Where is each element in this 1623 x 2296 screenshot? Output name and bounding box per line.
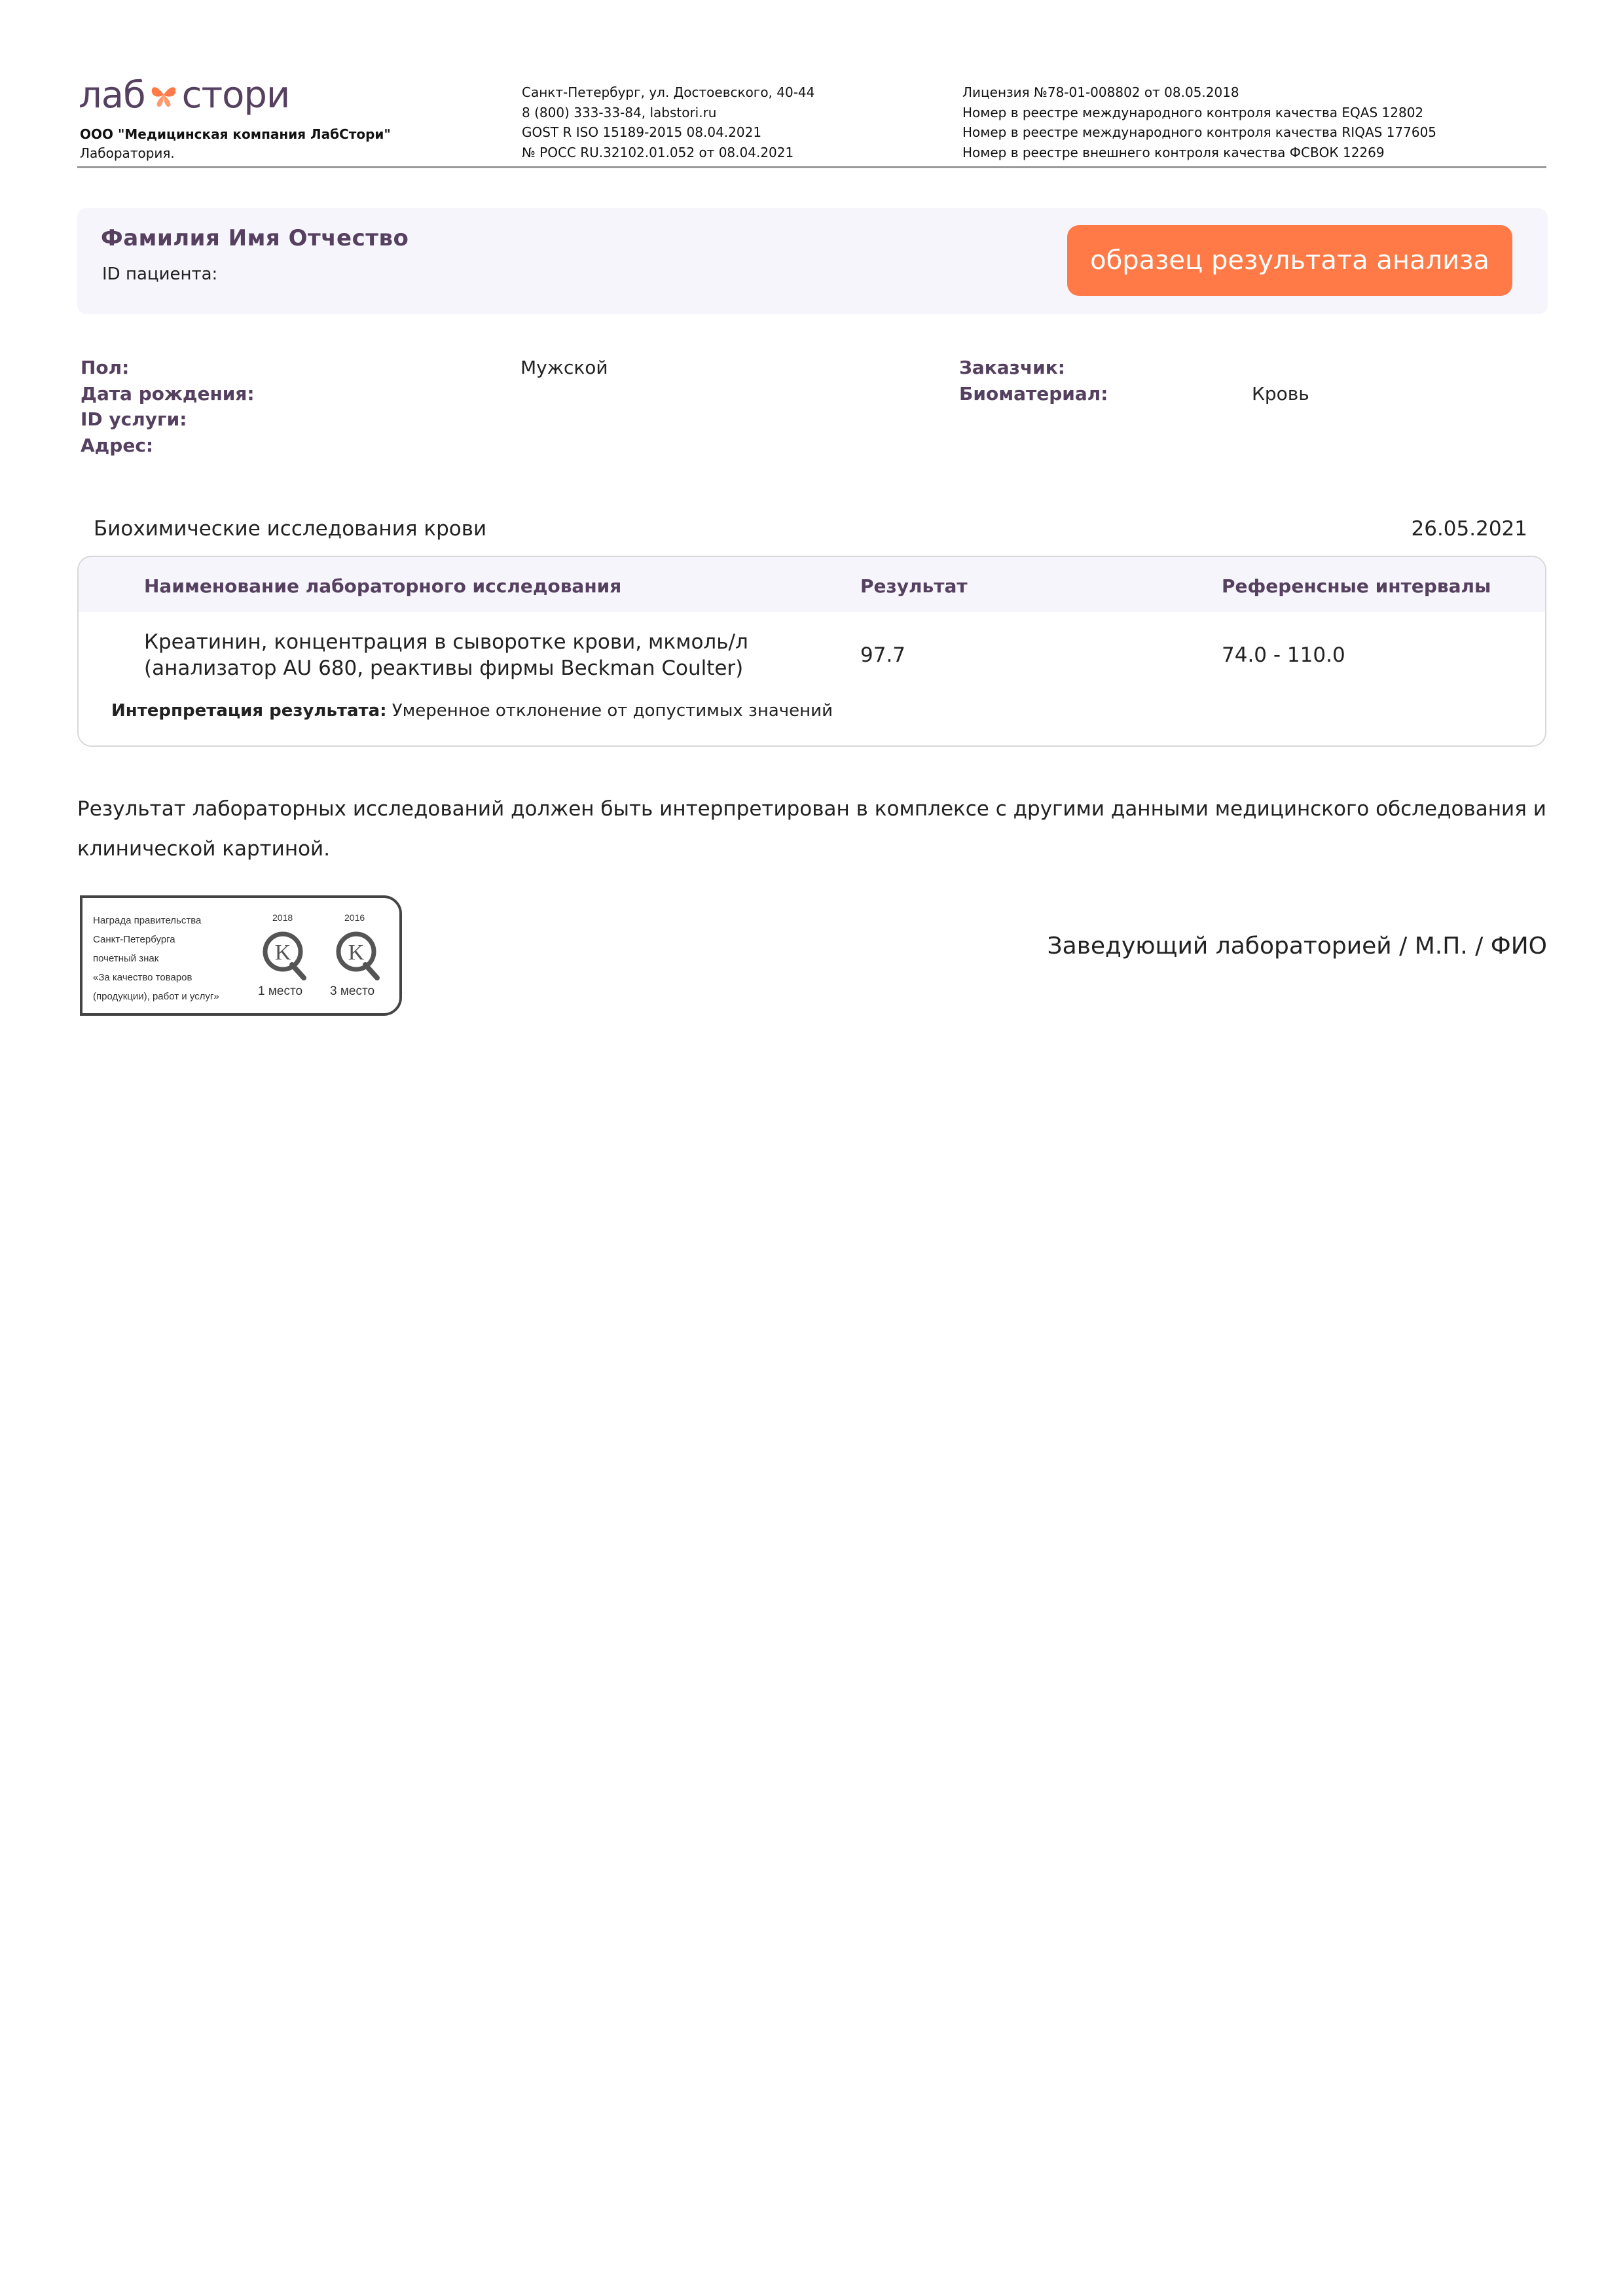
sex-label: Пол:: [81, 357, 130, 378]
section-date: 26.05.2021: [1411, 517, 1527, 541]
test-name-line: Креатинин, концентрация в сыворотке крови, мкмоль/л: [144, 630, 748, 654]
results-table: [77, 556, 1546, 747]
header-divider: [77, 166, 1546, 168]
service-id-label: ID услуги:: [81, 408, 187, 430]
license-info: [962, 82, 1436, 162]
license-line: Лицензия №78-01-008802 от 08.05.2018: [962, 84, 1239, 100]
contact-line: GOST R ISO 15189-2015 08.04.2021: [522, 124, 762, 140]
column-header-name: Наименование лабораторного исследования: [144, 575, 622, 597]
company-logo: [79, 72, 289, 118]
butterfly-logo-icon: [148, 79, 179, 111]
award-line: Награда правительства: [93, 915, 202, 926]
contact-line: Санкт-Петербург, ул. Достоевского, 40-44: [522, 84, 815, 100]
interpretation-value: Умеренное отклонение от допустимых значений: [392, 701, 833, 721]
column-header-reference: Референсные интервалы: [1222, 575, 1491, 597]
customer-label: Заказчик:: [959, 357, 1065, 378]
company-subtitle: Лаборатория.: [80, 145, 175, 161]
license-line: Номер в реестре внешнего контроля качества ФСВОК 12269: [962, 144, 1385, 160]
column-header-result: Результат: [860, 575, 968, 597]
svg-text:K: K: [274, 941, 291, 965]
svg-text:K: K: [348, 941, 365, 965]
address-label: Адрес:: [81, 435, 154, 456]
sex-value: Мужской: [520, 357, 608, 378]
license-line: Номер в реестре международного контроля качества EQAS 12802: [962, 104, 1424, 120]
logo-text-left: лаб: [79, 73, 145, 117]
quality-mark-icon: [334, 929, 382, 982]
quality-mark-icon: [261, 929, 309, 982]
award-place-1: 1 место: [258, 984, 303, 998]
company-name: ООО "Медицинская компания ЛабСтори": [80, 126, 391, 142]
sample-result-badge: образец результата анализа: [1067, 225, 1512, 296]
award-description: [93, 911, 219, 1006]
contact-line: 8 (800) 333-33-84, labstori.ru: [522, 104, 717, 120]
contact-line: № РОСС RU.32102.01.052 от 08.04.2021: [522, 144, 794, 160]
test-name-line: (анализатор AU 680, реактивы фирмы Beckman Coulter): [144, 656, 744, 680]
award-badge: [80, 895, 402, 1016]
table-row-test-name: [144, 629, 748, 681]
table-row-result: 97.7: [860, 643, 906, 667]
award-year-2: 2016: [344, 912, 365, 923]
biomaterial-label: Биоматериал:: [959, 383, 1108, 404]
award-place-2: 3 место: [330, 984, 375, 998]
award-line: «За качество товаров: [93, 972, 192, 983]
table-row-reference: 74.0 - 110.0: [1222, 643, 1345, 667]
company-contacts: [522, 82, 814, 162]
section-title: Биохимические исследования крови: [94, 517, 487, 541]
patient-name: Фамилия Имя Отчество: [101, 225, 409, 251]
logo-text-right: стори: [181, 73, 290, 117]
patient-id-label: ID пациента:: [102, 264, 218, 284]
birth-date-label: Дата рождения:: [81, 383, 255, 404]
award-year-1: 2018: [272, 912, 293, 923]
award-line: почетный знак: [93, 953, 159, 964]
award-line: (продукции), работ и услуг»: [93, 991, 219, 1002]
interpretation: [111, 701, 833, 721]
interpretation-label: Интерпретация результата:: [111, 701, 387, 721]
biomaterial-value: Кровь: [1252, 383, 1309, 404]
disclaimer-note: Результат лабораторных исследований должен быть интерпретирован в комплексе с другими данными медицинского обследования и клинической картиной.: [77, 797, 1546, 861]
signature-line: Заведующий лабораторией / М.П. / ФИО: [1047, 933, 1547, 960]
award-line: Санкт-Петербурга: [93, 934, 175, 945]
license-line: Номер в реестре международного контроля качества RIQAS 177605: [962, 124, 1437, 140]
